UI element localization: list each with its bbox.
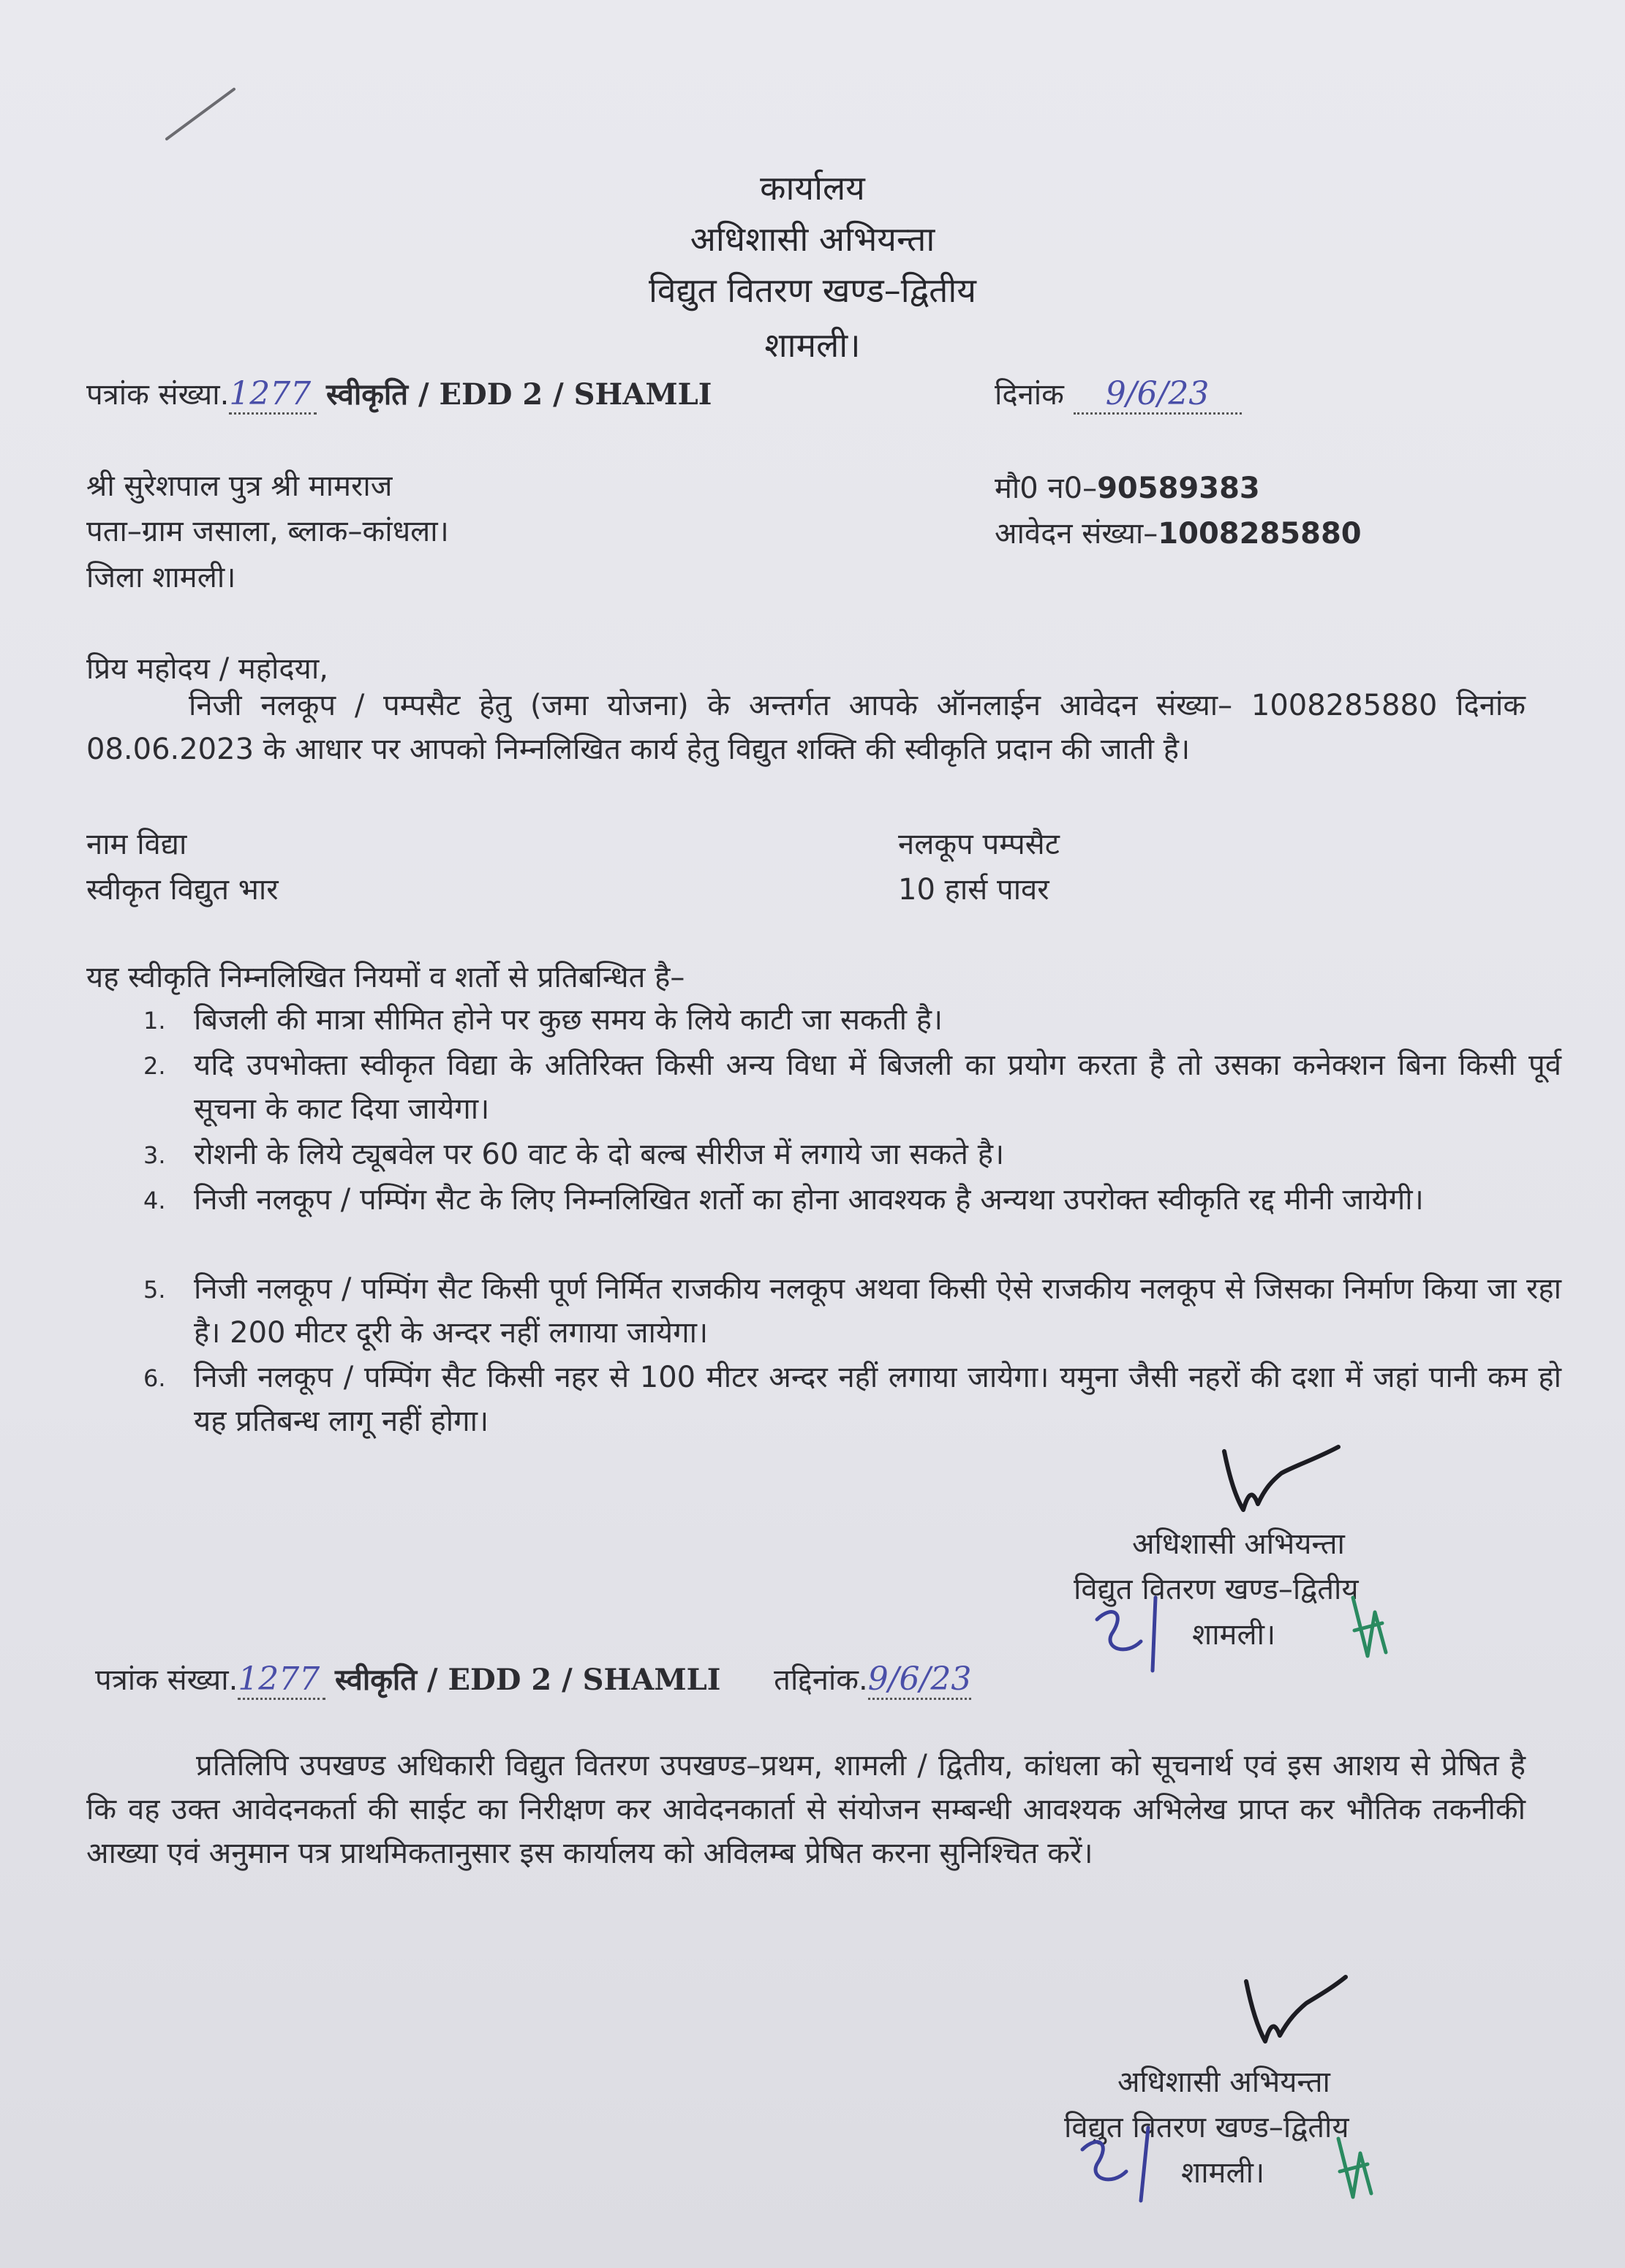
signatory-designation: अधिशासी अभियन्ता bbox=[1117, 2065, 1330, 2099]
copy-reference-line bbox=[95, 1658, 971, 1700]
addressee-district: जिला शामली। bbox=[86, 561, 236, 594]
reference-line bbox=[86, 373, 712, 415]
mobile-value: 90589383 bbox=[1097, 472, 1260, 505]
condition-item: रोशनी के लिये ट्यूबवेल पर 60 वाट के दो बल्ब सीरीज में लगाये जा सकते है। bbox=[194, 1138, 1005, 1171]
header-designation: अधिशासी अभियन्ता bbox=[690, 219, 935, 259]
green-initial-mark bbox=[1346, 1590, 1390, 1663]
condition-number: 4. bbox=[143, 1187, 166, 1214]
condition-item: निजी नलकूप / पम्पिंग सैट किसी नहर से 100 मीटर अन्दर नहीं लगाया जायेगा। यमुना जैसी नहरों की दशा में जहां पानी कम हो यह प्रतिबन्ध लागू नहीं होगा। bbox=[194, 1361, 1561, 1438]
tad-label: तद्दिनांक. bbox=[774, 1663, 868, 1697]
condition-item: निजी नलकूप / पम्पिंग सैट के लिए निम्नलिखित शर्तो का होना आवश्यक है अन्यथा उपरोक्त स्वीकृति रद्द मीनी जायेगी। bbox=[194, 1183, 1424, 1217]
addressee-address: पता–ग्राम जसाला, ब्लाक–कांधला। bbox=[86, 515, 449, 548]
signatory-city: शामली। bbox=[1181, 2156, 1265, 2190]
green-initial-mark bbox=[1331, 2131, 1375, 2204]
signatory-division: विद्युत वितरण खण्ड–द्वितीय bbox=[1064, 2111, 1349, 2144]
swikriti-code: स्वीकृति / EDD 2 / SHAMLI bbox=[326, 377, 712, 412]
header-office: कार्यालय bbox=[760, 168, 865, 208]
application-value: 1008285880 bbox=[1158, 517, 1362, 551]
application-line bbox=[995, 512, 1362, 552]
copy-patrank-number: 1277 bbox=[238, 1660, 325, 1700]
signature-scribble bbox=[1236, 1974, 1360, 2055]
condition-number: 5. bbox=[143, 1276, 166, 1304]
signature-scribble bbox=[1214, 1444, 1360, 1524]
detail-label-vidya: नाम विद्या bbox=[86, 828, 187, 861]
patrank-label: पत्रांक संख्या. bbox=[86, 378, 230, 412]
detail-value-vidya: नलकूप पम्पसैट bbox=[898, 828, 1060, 861]
copy-paragraph: प्रतिलिपि उपखण्ड अधिकारी विद्युत वितरण उपखण्ड–प्रथम, शामली / द्वितीय, कांधला को सूचनार्थ एवं इस आशय से प्रेषित है कि वह उक्त आवेदनकर्ता की साईट का निरीक्षण कर आवेदनकार्ता से संयोजन सम्बन्धी आवश्यक अभिलेख प्राप्त कर भौतिक तकनीकी आख्या एवं अनुमान पत्र प्राथमिकतानुसार इस कार्यालय को अविलम्ब प्रेषित करना सुनिश्चित करें। bbox=[86, 1749, 1526, 1870]
pen-mark bbox=[161, 80, 241, 146]
salutation: प्रिय महोदय / महोदया, bbox=[86, 652, 328, 686]
application-label: आवेदन संख्या– bbox=[995, 517, 1158, 551]
detail-label-load: स्वीकृत विद्युत भार bbox=[86, 873, 279, 907]
initials-mark bbox=[1082, 1590, 1185, 1678]
tad-value: 9/6/23 bbox=[868, 1660, 972, 1700]
conditions-intro: यह स्वीकृति निम्नलिखित नियमों व शर्तो से प्रतिबन्धित है– bbox=[86, 961, 685, 994]
header-city: शामली। bbox=[764, 325, 861, 365]
copy-swikriti-code: स्वीकृति / EDD 2 / SHAMLI bbox=[335, 1663, 721, 1697]
copy-patrank-label: पत्रांक संख्या. bbox=[95, 1663, 238, 1697]
body-paragraph: निजी नलकूप / पम्पसैट हेतु (जमा योजना) के अन्तर्गत आपके ऑनलाईन आवेदन संख्या– 1008285880 दिनांक 08.06.2023 के आधार पर आपको निम्नलिखित कार्य हेतु विद्युत शक्ति की स्वीकृति प्रदान की जाती है। bbox=[86, 689, 1526, 766]
addressee-name: श्री सुरेशपाल पुत्र श्री मामराज bbox=[86, 469, 393, 503]
dinank-value: 9/6/23 bbox=[1074, 375, 1242, 415]
condition-number: 6. bbox=[143, 1364, 166, 1392]
condition-number: 3. bbox=[143, 1141, 166, 1169]
signatory-designation: अधिशासी अभियन्ता bbox=[1132, 1527, 1345, 1561]
mobile-label: मौ0 न0– bbox=[995, 472, 1098, 505]
mobile-line bbox=[995, 466, 1260, 507]
condition-item: निजी नलकूप / पम्पिंग सैट किसी पूर्ण निर्मित राजकीय नलकूप अथवा किसी ऐसे राजकीय नलकूप से जिसका निर्माण किया जा रहा है। 200 मीटर दूरी के अन्दर नहीं लगाया जायेगा। bbox=[194, 1272, 1561, 1350]
condition-item: यदि उपभोक्ता स्वीकृत विद्या के अतिरिक्त किसी अन्य विधा में बिजली का प्रयोग करता है तो उसका कनेक्शन बिना किसी पूर्व सूचना के काट दिया जायेगा। bbox=[194, 1048, 1561, 1126]
dinank-label: दिनांक bbox=[995, 378, 1064, 412]
detail-value-load: 10 हार्स पावर bbox=[898, 873, 1049, 907]
signatory-city: शामली। bbox=[1192, 1618, 1276, 1652]
header-division: विद्युत वितरण खण्ड–द्वितीय bbox=[649, 271, 976, 310]
patrank-number: 1277 bbox=[229, 375, 317, 415]
condition-number: 2. bbox=[143, 1052, 166, 1080]
condition-item: बिजली की मात्रा सीमित होने पर कुछ समय के लिये काटी जा सकती है। bbox=[194, 1003, 943, 1037]
signatory-division: विद्युत वितरण खण्ड–द्वितीय bbox=[1074, 1573, 1359, 1606]
condition-number: 1. bbox=[143, 1007, 166, 1035]
initials-mark bbox=[1068, 2120, 1177, 2208]
date-line bbox=[995, 373, 1242, 415]
